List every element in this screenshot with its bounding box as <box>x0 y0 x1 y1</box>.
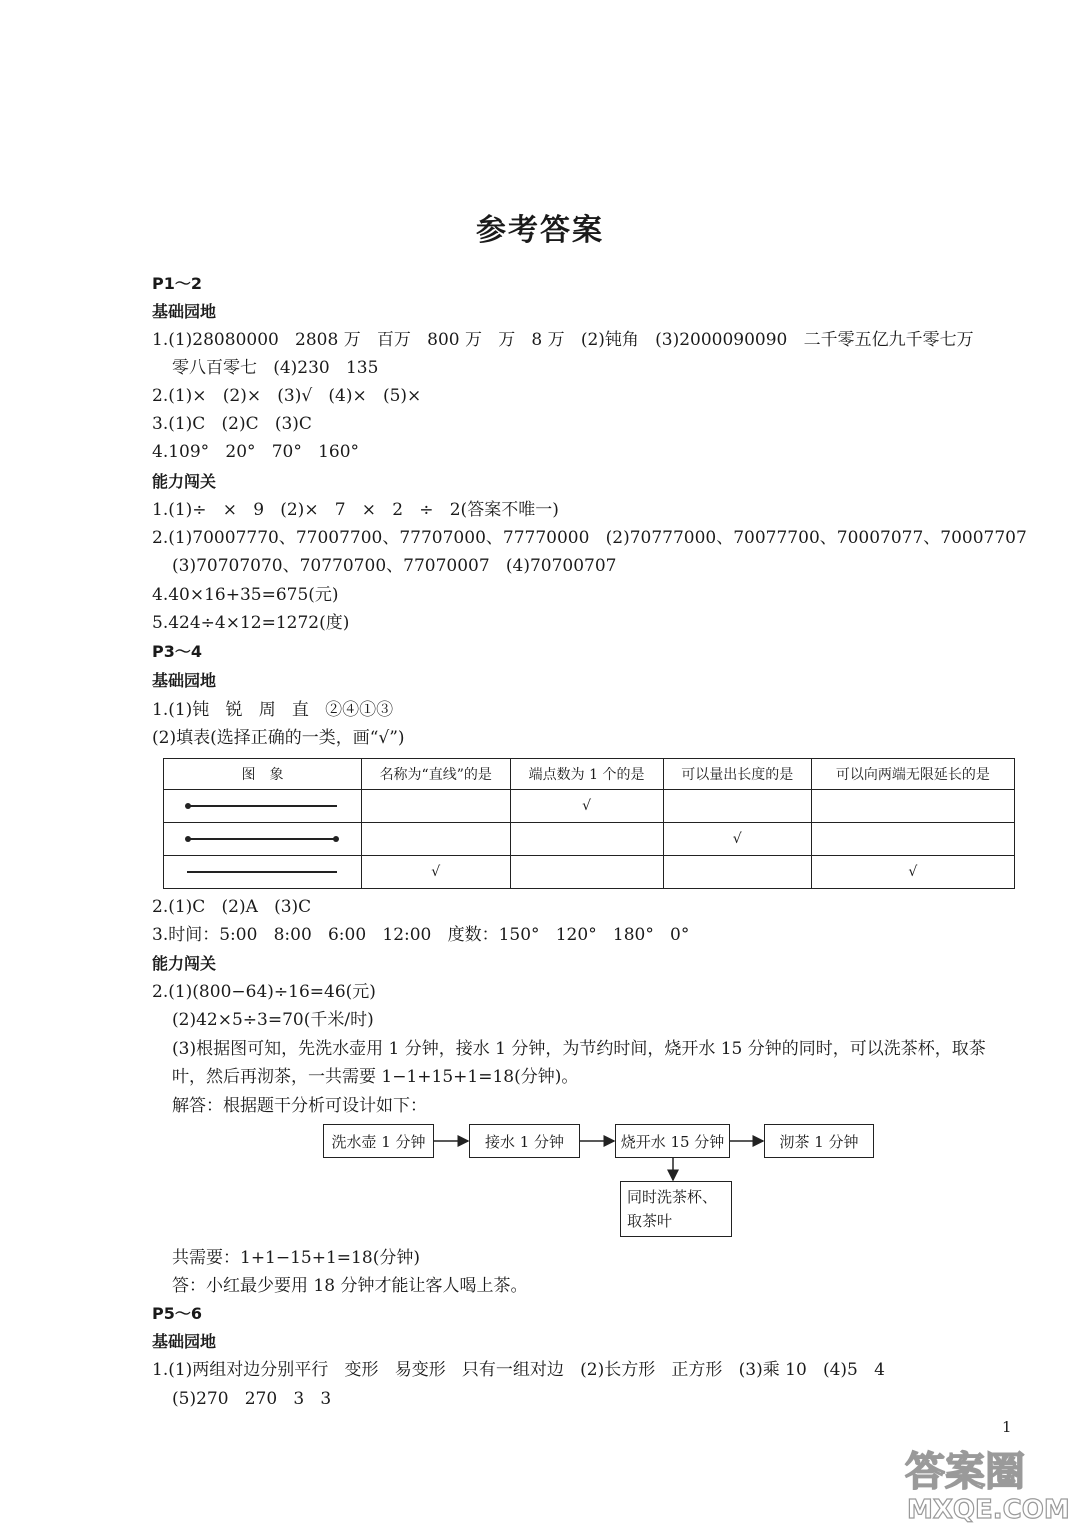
watermark-logo <box>895 1440 1075 1525</box>
table-cell: √ <box>510 790 663 823</box>
table-header: 可以向两端无限延长的是 <box>811 759 1014 790</box>
answer-line: (2)42×5÷3=70(千米/时) <box>172 1010 374 1030</box>
table-header: 端点数为 1 个的是 <box>510 759 663 790</box>
answer-line: 1.(1)钝 锐 周 直 ②④①③ <box>152 700 394 720</box>
answer-line: 4.40×16+35=675(元) <box>152 585 339 605</box>
subsection-basic: 基础园地 <box>152 1332 217 1351</box>
svg-text:答案圈: 答案圈 <box>905 1449 1025 1495</box>
page-title: 参考答案 <box>476 213 604 248</box>
answer-line: (3)70707070、70770700、77070007 (4)70700707 <box>172 556 617 576</box>
flow-step-wash-kettle: 洗水壶 1 分钟 <box>323 1124 434 1158</box>
subsection-basic: 基础园地 <box>152 671 217 690</box>
section-label-p3: P3～4 <box>152 642 202 661</box>
answer-line: 1.(1)两组对边分别平行 变形 易变形 只有一组对边 (2)长方形 正方形 (3)乘 10 (4)5 4 <box>152 1360 885 1380</box>
answer-line: 3.(1)C (2)C (3)C <box>152 414 312 434</box>
answer-line: (3)根据图可知，先洗水壶用 1 分钟，接水 1 分钟，为节约时间，烧开水 15 分钟的同时，可以洗茶杯，取茶 <box>172 1039 986 1059</box>
table-cell: √ <box>811 856 1014 889</box>
table-header: 可以量出长度的是 <box>663 759 811 790</box>
answer-line: 叶，然后再沏茶，一共需要 1−1+15+1=18(分钟)。 <box>172 1067 579 1087</box>
flow-step-boil-water: 烧开水 15 分钟 <box>615 1124 730 1158</box>
subsection-basic: 基础园地 <box>152 302 217 321</box>
answer-line: (5)270 270 3 3 <box>172 1389 332 1409</box>
answer-line: 5.424÷4×12=1272(度) <box>152 613 350 633</box>
answer-line: 零八百零七 (4)230 135 <box>172 358 379 378</box>
answer-line: 2.(1)70007770、77007700、77707000、77770000 (2)70777000、70077700、70007077、70007707 <box>152 528 1027 548</box>
answer-line: 3.时间：5:00 8:00 6:00 12:00 度数：150° 120° 180° 0° <box>152 925 690 945</box>
answer-line: 2.(1)× (2)× (3)√ (4)× (5)× <box>152 386 422 406</box>
answer-line: (2)填表(选择正确的一类，画“√”) <box>152 728 405 748</box>
answer-line: 共需要：1+1−15+1=18(分钟) <box>172 1248 420 1268</box>
answer-line: 2.(1)C (2)A (3)C <box>152 897 312 917</box>
answer-line: 答：小红最少要用 18 分钟才能让客人喝上茶。 <box>172 1276 528 1296</box>
flow-step-make-tea: 沏茶 1 分钟 <box>764 1124 874 1158</box>
answer-line: 2.(1)(800−64)÷16=46(元) <box>152 982 376 1002</box>
flow-step-fetch-water: 接水 1 分钟 <box>469 1124 580 1158</box>
subsection-ability: 能力闯关 <box>152 954 217 973</box>
section-label-p1: P1～2 <box>152 274 202 293</box>
answer-line: 4.109° 20° 70° 160° <box>152 442 360 462</box>
section-label-p5: P5～6 <box>152 1304 202 1323</box>
table-cell: √ <box>663 823 811 856</box>
page-number: 1 <box>1002 1418 1012 1436</box>
table-header: 图 象 <box>164 759 362 790</box>
answer-line: 解答：根据题干分析可设计如下： <box>172 1096 427 1116</box>
answer-line: 1.(1)÷ × 9 (2)× 7 × 2 ÷ 2(答案不唯一) <box>152 500 559 520</box>
flow-step-parallel: 同时洗茶杯、取茶叶 <box>620 1181 732 1237</box>
svg-text:MXQE.COM: MXQE.COM <box>907 1495 1070 1525</box>
table-cell: √ <box>361 856 510 889</box>
subsection-ability: 能力闯关 <box>152 472 217 491</box>
table-header: 名称为“直线”的是 <box>361 759 510 790</box>
answer-line: 1.(1)28080000 2808 万 百万 800 万 万 8 万 (2)钝角 (3)2000090090 二千零五亿九千零七万 <box>152 330 974 350</box>
